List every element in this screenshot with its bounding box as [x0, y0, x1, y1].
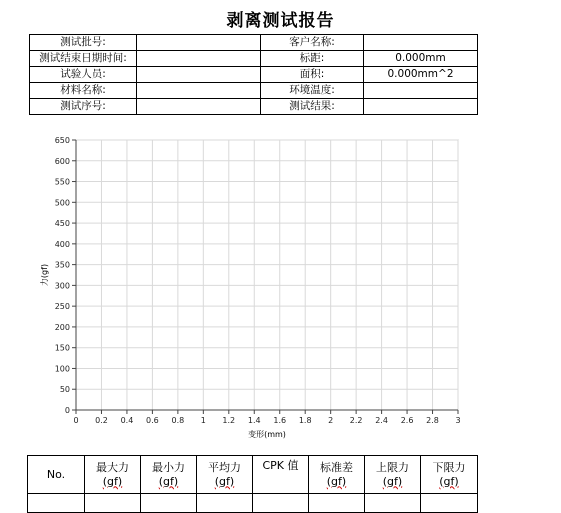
- y-tick-label: 300: [54, 281, 70, 291]
- col-header-unit: (gf): [158, 474, 179, 488]
- col-header-min-force: [141, 456, 197, 494]
- test-sequence-label: 测试序号:: [30, 99, 137, 115]
- col-header-lower-limit: [421, 456, 478, 494]
- x-tick-label: 2.8: [426, 416, 439, 425]
- statistics-table: [27, 455, 478, 513]
- gauge-length-value: 0.000mm: [364, 51, 478, 67]
- info-table: [29, 34, 478, 115]
- y-tick-label: 100: [54, 364, 70, 374]
- col-header-avg-force: [197, 456, 253, 494]
- stats-data-row: [28, 494, 478, 513]
- x-tick-label: 0.8: [171, 416, 185, 425]
- material-name-label: 材料名称:: [30, 83, 137, 99]
- y-tick-label: 450: [54, 219, 70, 229]
- col-header-label: 下限力: [432, 460, 466, 474]
- col-header-cpk: [253, 456, 309, 494]
- end-datetime-label: 测试结束日期时间:: [30, 51, 137, 67]
- batch-number-value: [137, 35, 261, 51]
- x-tick-label: 1: [200, 416, 206, 425]
- col-header-upper-limit: [365, 456, 421, 494]
- chart-grid: [76, 140, 458, 410]
- ambient-temp-label: 环境温度:: [261, 83, 364, 99]
- col-header-label: 平均力: [208, 460, 241, 474]
- col-header-label: 标准差: [320, 460, 353, 474]
- y-tick-label: 350: [54, 260, 70, 270]
- y-tick-label: 150: [54, 343, 70, 353]
- col-header-unit: (gf): [382, 474, 403, 488]
- test-sequence-value: [137, 99, 261, 115]
- x-tick-label: 0.4: [120, 416, 134, 425]
- col-header-std-dev: [309, 456, 365, 494]
- report-title: 剥离测试报告: [226, 11, 335, 31]
- info-row: [30, 51, 478, 67]
- col-header-label: No.: [46, 467, 66, 481]
- table-cell: [197, 494, 253, 513]
- col-header-unit: (gf): [439, 474, 459, 488]
- area-value: 0.000mm^2: [364, 67, 478, 83]
- x-tick-label: 2: [328, 416, 334, 425]
- gauge-length-label: 标距:: [261, 51, 364, 67]
- y-tick-label: 650: [54, 136, 70, 145]
- y-tick-label: 400: [54, 239, 70, 249]
- info-row: [30, 99, 478, 115]
- x-tick-label: 3: [455, 416, 461, 425]
- y-tick-label: 0: [64, 406, 70, 415]
- end-datetime-value: [137, 51, 261, 67]
- customer-name-value: [364, 35, 478, 51]
- col-header-unit: (gf): [326, 474, 347, 488]
- x-tick-label: 1.6: [273, 416, 287, 425]
- y-tick-label: 500: [54, 198, 70, 208]
- area-label: 面积:: [261, 67, 364, 83]
- force-deformation-chart: [28, 130, 468, 445]
- stats-header-row: [28, 456, 478, 494]
- x-tick-label: 2.6: [400, 416, 414, 425]
- table-cell: [85, 494, 141, 513]
- test-result-value: [364, 99, 478, 115]
- col-header-no: [28, 456, 85, 494]
- x-tick-label: 0.6: [146, 416, 159, 425]
- material-name-value: [137, 83, 261, 99]
- x-tick-label: 1.8: [298, 416, 312, 425]
- x-tick-label: 0: [73, 416, 79, 425]
- x-tick-label: 1.4: [247, 416, 261, 425]
- y-tick-label: 600: [54, 156, 70, 166]
- ambient-temp-value: [364, 83, 478, 99]
- x-tick-label: 1.2: [222, 416, 236, 425]
- table-cell: [309, 494, 365, 513]
- table-cell: [28, 494, 85, 513]
- plot-area: [76, 140, 458, 410]
- x-tick-label: 2.2: [349, 416, 363, 425]
- col-header-label: CPK 值: [262, 459, 299, 472]
- info-row: [30, 35, 478, 51]
- customer-name-label: 客户名称:: [261, 35, 364, 51]
- x-axis-label: 变形(mm): [248, 430, 286, 439]
- table-cell: [253, 494, 309, 513]
- col-header-label: 最大力: [96, 460, 129, 474]
- x-tick-label: 0.2: [95, 416, 108, 425]
- col-header-unit: (gf): [102, 474, 123, 488]
- col-header-label: 上限力: [376, 460, 409, 474]
- y-tick-label: 550: [54, 177, 70, 187]
- y-axis-label: 力(gf): [40, 263, 49, 287]
- col-header-max-force: [85, 456, 141, 494]
- col-header-label: 最小力: [152, 460, 185, 474]
- test-result-label: 测试结果:: [261, 99, 364, 115]
- info-row: [30, 83, 478, 99]
- y-tick-label: 200: [54, 322, 70, 332]
- y-tick-label: 250: [54, 302, 70, 312]
- table-cell: [365, 494, 421, 513]
- tester-value: [137, 67, 261, 83]
- tester-label: 试验人员:: [30, 67, 137, 83]
- table-cell: [421, 494, 478, 513]
- batch-number-label: 测试批号:: [30, 35, 137, 51]
- x-tick-label: 2.4: [375, 416, 388, 425]
- col-header-unit: (gf): [214, 474, 235, 488]
- y-tick-label: 50: [59, 385, 70, 395]
- table-cell: [141, 494, 197, 513]
- info-row: [30, 67, 478, 83]
